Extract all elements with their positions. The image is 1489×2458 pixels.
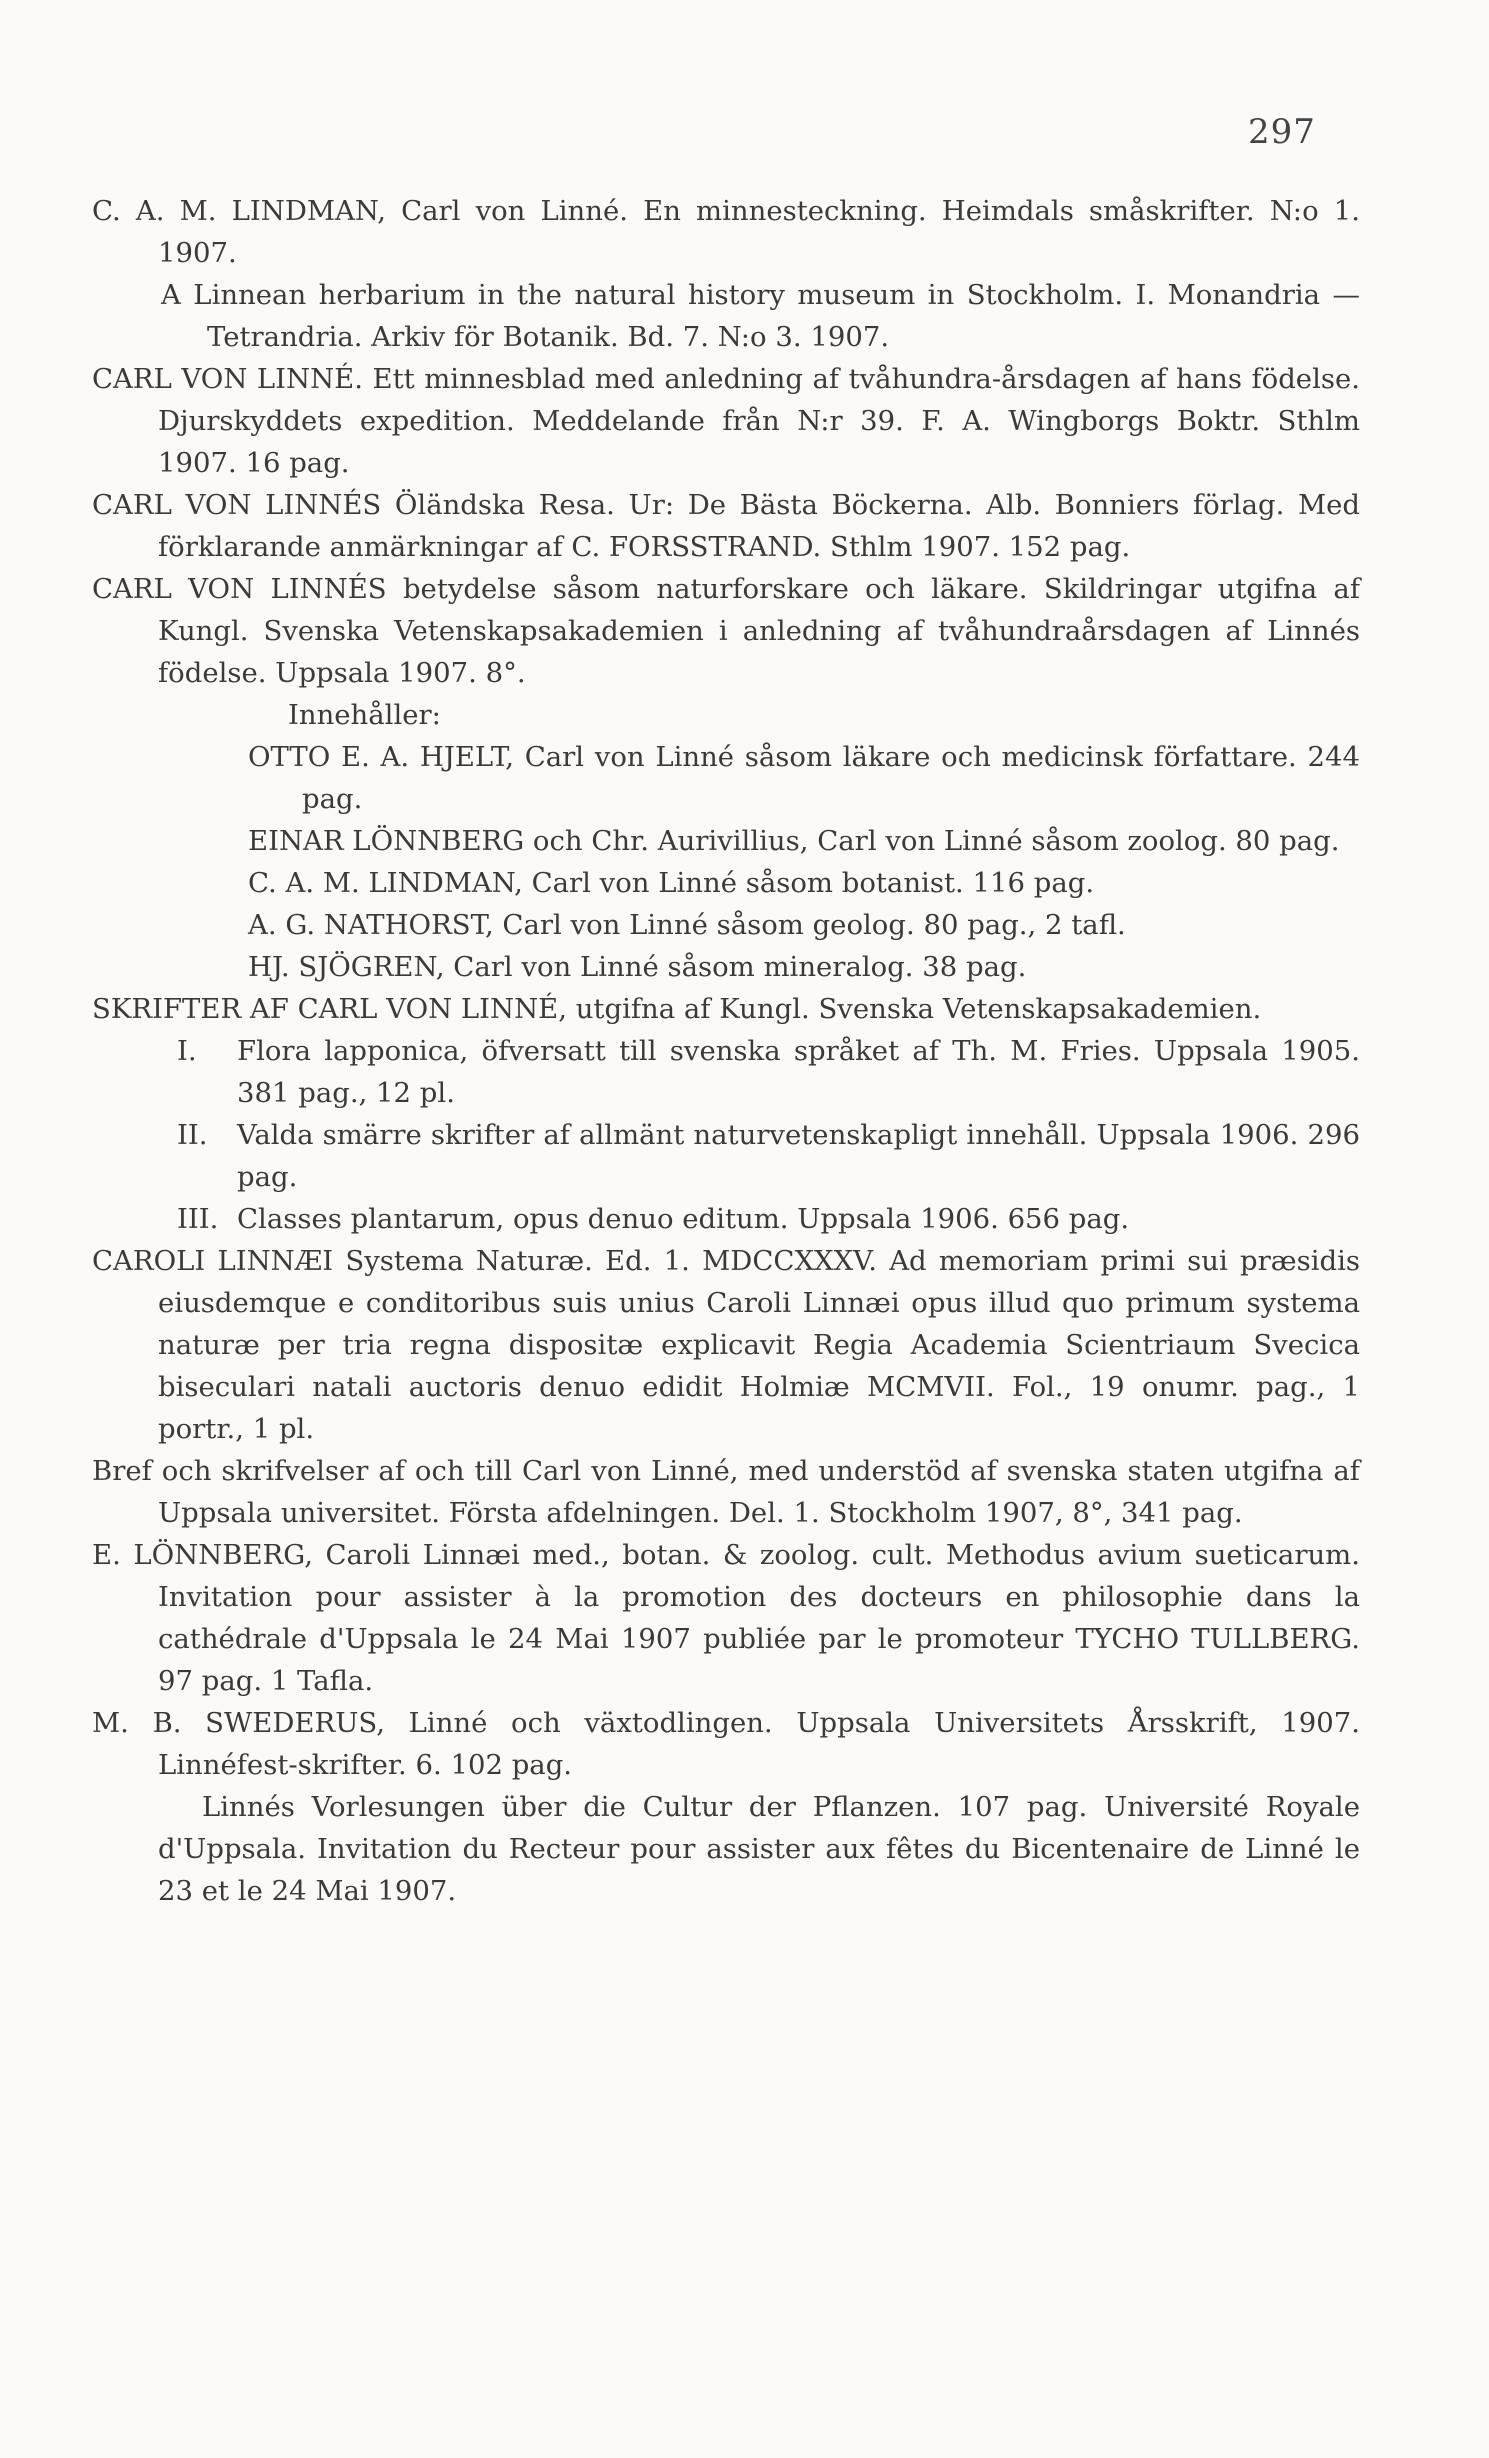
volume-2-text: Valda smärre skrifter af allmänt naturvetenskapligt innehåll. Uppsala 1906. 296 pag.	[237, 1119, 1360, 1193]
subentry-hjelt: OTTO E. A. HJELT, Carl von Linné såsom läkare och medicinsk författare. 244 pag.	[248, 741, 1360, 815]
entry-linnean-herbarium: A Linnean herbarium in the natural history museum in Stockholm. I. Monandria — Tetrandria. Arkiv för Botanik. Bd. 7. N:o 3. 1907.	[161, 279, 1360, 353]
subentry-nathorst: A. G. NATHORST, Carl von Linné såsom geolog. 80 pag., 2 tafl.	[248, 909, 1126, 941]
bibliography-list	[92, 190, 1360, 1912]
entry-vorlesungen: Linnés Vorlesungen über die Cultur der Pflanzen. 107 pag. Université Royale d'Uppsala. Invitation du Recteur pour assister aux fêtes du Bicentenaire de Linné le 23 et le 24 Mai 1907.	[158, 1791, 1360, 1907]
volume-3-number: III.	[177, 1203, 219, 1235]
volume-2-number: II.	[177, 1119, 208, 1151]
entry-methodus-avium: E. LÖNNBERG, Caroli Linnæi med., botan. & zoolog. cult. Methodus avium sueticarum. Invitation pour assister à la promotion des docteurs en philosophie dans la cathédrale d'Uppsala le 24 Mai 1907 publiée par le promoteur TYCHO TULLBERG. 97 pag. 1 Tafla.	[92, 1539, 1360, 1697]
entry-lindman-minnesteckning: C. A. M. LINDMAN, Carl von Linné. En minnesteckning. Heimdals småskrifter. N:o 1. 1907.	[92, 195, 1360, 269]
entry-bref-skrifvelser: Bref och skrifvelser af och till Carl von Linné, med understöd af svenska staten utgifna af Uppsala universitet. Första afdelningen. Del. 1. Stockholm 1907, 8°, 341 pag.	[92, 1455, 1360, 1529]
subentry-lindman: C. A. M. LINDMAN, Carl von Linné såsom botanist. 116 pag.	[248, 867, 1095, 899]
entry-systema-naturae: CAROLI LINNÆI Systema Naturæ. Ed. 1. MDCCXXXV. Ad memoriam primi sui præsidis eiusdemque e conditoribus suis unius Caroli Linnæi opus illud quo primum systema naturæ per tria regna dispositæ explicavit Regia Academia Scientriaum Svecica biseculari natali auctoris denuo edidit Holmiæ MCMVII. Fol., 19 onumr. pag., 1 portr., 1 pl.	[92, 1245, 1360, 1445]
page-number: 297	[1248, 112, 1316, 152]
entry-vaxtodlingen: M. B. SWEDERUS, Linné och växtodlingen. Uppsala Universitets Årsskrift, 1907. Linnéfest-skrifter. 6. 102 pag.	[92, 1707, 1360, 1781]
volume-3-text: Classes plantarum, opus denuo editum. Uppsala 1906. 656 pag.	[237, 1203, 1130, 1235]
contents-heading: Innehåller:	[288, 699, 441, 731]
entry-betydelse: CARL VON LINNÉS betydelse såsom naturforskare och läkare. Skildringar utgifna af Kungl. Svenska Vetenskapsakademien i anledning af tvåhundraårsdagen af Linnés födelse. Uppsala 1907. 8°.	[92, 573, 1360, 689]
volume-2	[92, 1114, 1360, 1198]
subentry-lonnberg: EINAR LÖNNBERG och Chr. Aurivillius, Carl von Linné såsom zoolog. 80 pag.	[248, 825, 1340, 857]
entry-olandska-resa: CARL VON LINNÉS Öländska Resa. Ur: De Bästa Böckerna. Alb. Bonniers förlag. Med förklarande anmärkningar af C. FORSSTRAND. Sthlm 1907. 152 pag.	[92, 489, 1360, 563]
subentry-sjogren: HJ. SJÖGREN, Carl von Linné såsom mineralog. 38 pag.	[248, 951, 1027, 983]
volume-1	[92, 1030, 1360, 1114]
entry-minnesblad: CARL VON LINNÉ. Ett minnesblad med anledning af tvåhundra-årsdagen af hans födelse. Djurskyddets expedition. Meddelande från N:r 39. F. A. Wingborgs Boktr. Sthlm 1907. 16 pag.	[92, 363, 1360, 479]
volume-1-text: Flora lapponica, öfversatt till svenska språket af Th. M. Fries. Uppsala 1905. 381 pag., 12 pl.	[237, 1035, 1360, 1109]
entry-skrifter: SKRIFTER AF CARL VON LINNÉ, utgifna af Kungl. Svenska Vetenskapsakademien.	[92, 993, 1262, 1025]
volume-1-number: I.	[177, 1035, 197, 1067]
volume-3	[92, 1198, 1360, 1240]
